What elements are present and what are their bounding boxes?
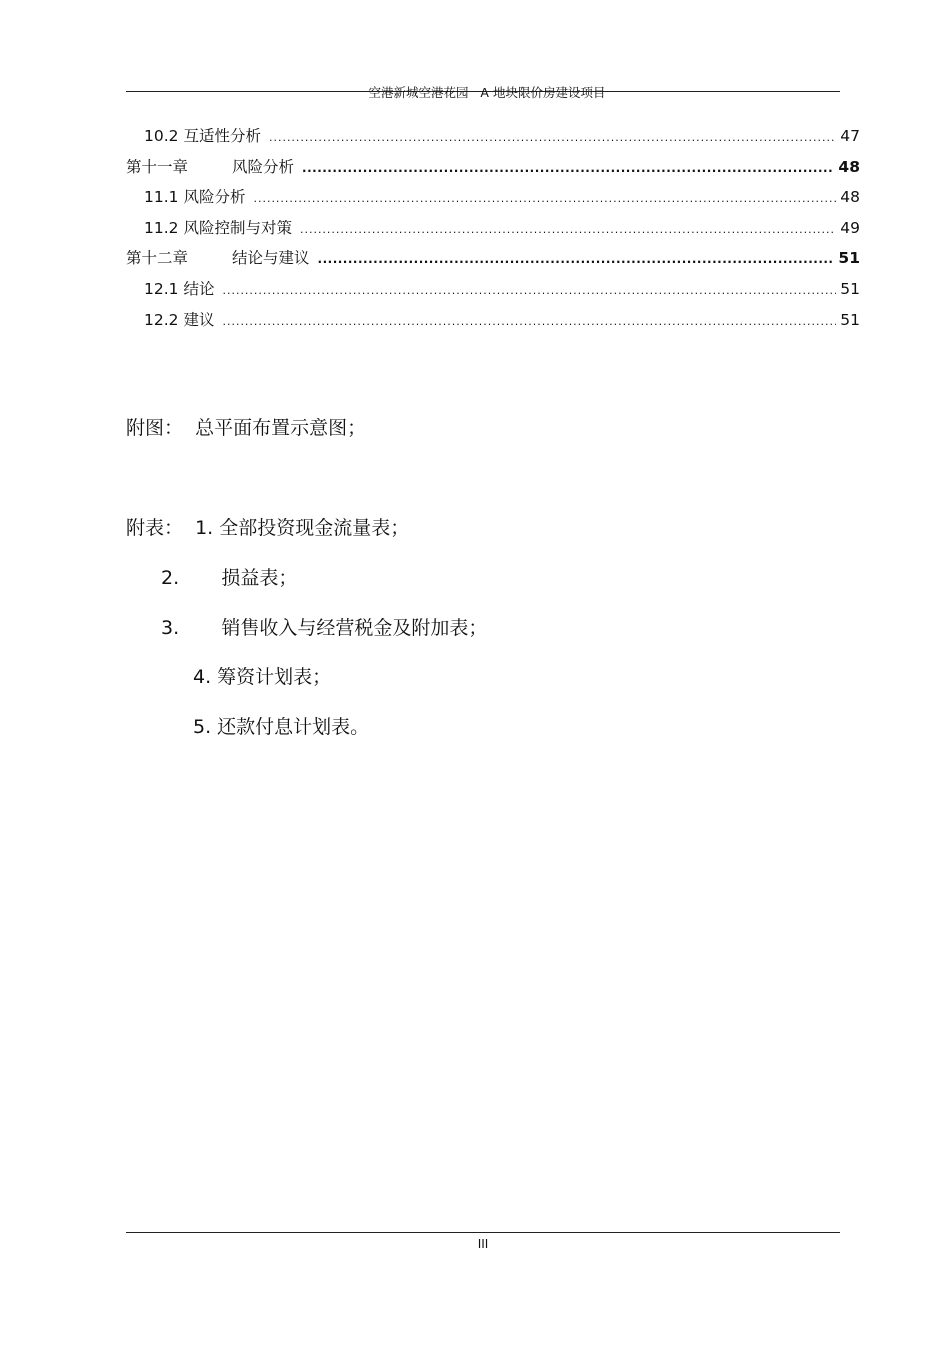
- toc-entry-page: 48: [840, 188, 860, 207]
- toc-leader-dots: [253, 184, 836, 215]
- toc-entry-label: 11.2 风险控制与对策: [144, 218, 292, 237]
- toc-chapter-number: 第十一章: [126, 157, 189, 176]
- toc-entry-label: 12.2 建议: [144, 310, 215, 329]
- toc-entry[interactable]: [126, 274, 860, 305]
- toc-entry-page: 48: [838, 157, 860, 176]
- toc-chapter-entry[interactable]: [126, 243, 860, 274]
- appendix-table-line: 附表： 1. 全部投资现金流量表；: [126, 517, 410, 539]
- toc-leader-dots: [300, 215, 836, 246]
- appendix-table-item: 4. 筹资计划表；: [193, 666, 332, 688]
- toc-chapter-number: 第十二章: [126, 249, 189, 268]
- toc-entry-page: 51: [838, 249, 860, 268]
- toc-entry-page: 51: [840, 279, 860, 298]
- toc-entry-page: 51: [840, 310, 860, 329]
- toc-chapter-label: [126, 243, 310, 274]
- toc-leader-dots: [222, 307, 836, 338]
- toc-chapter-label: [126, 152, 294, 183]
- appendix-table-item: 3. 销售收入与经营税金及附加表；: [161, 617, 488, 639]
- toc-leader-dots: [302, 153, 834, 184]
- toc-entry-page: 47: [840, 127, 860, 145]
- toc-entry-label: 10.2 互适性分析: [144, 127, 261, 145]
- toc-entry[interactable]: [126, 305, 860, 336]
- toc-leader-dots: [269, 123, 836, 154]
- toc-entry-page: 49: [840, 218, 860, 237]
- toc-entry[interactable]: [126, 182, 860, 213]
- toc-entry[interactable]: [126, 213, 860, 244]
- toc-leader-dots: [318, 244, 835, 275]
- appendix-figure-line: 附图： 总平面布置示意图；: [126, 417, 367, 439]
- table-of-contents: [126, 121, 860, 335]
- toc-entry[interactable]: [126, 121, 860, 152]
- toc-entry-label: 11.1 风险分析: [144, 188, 246, 207]
- toc-leader-dots: [222, 276, 836, 307]
- toc-entry-label: 12.1 结论: [144, 279, 215, 298]
- page-number: III: [477, 1237, 489, 1251]
- page-header: [126, 66, 840, 100]
- toc-chapter-entry[interactable]: [126, 152, 860, 183]
- appendix-table-item: 2. 损益表；: [161, 567, 298, 589]
- toc-chapter-title: 风险分析: [232, 157, 295, 176]
- toc-chapter-title: 结论与建议: [232, 249, 310, 268]
- page-footer: [126, 1232, 840, 1251]
- header-title: 空港新城空港花园 A 地块限价房建设项目: [368, 85, 606, 100]
- appendix-table-item: 5. 还款付息计划表。: [193, 716, 370, 738]
